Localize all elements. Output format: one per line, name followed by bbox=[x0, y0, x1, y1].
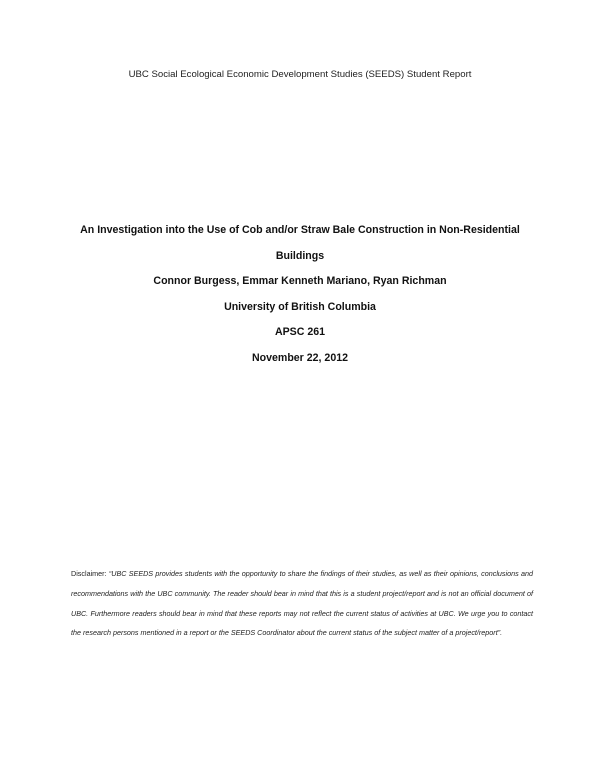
report-title-line-1: An Investigation into the Use of Cob and/or Straw Bale Construction in Non-Residential bbox=[80, 224, 520, 236]
course-code: APSC 261 bbox=[274, 326, 326, 338]
authors: Connor Burgess, Emmar Kenneth Mariano, Ryan Richman bbox=[153, 275, 447, 287]
title-block bbox=[60, 222, 540, 375]
institution: University of British Columbia bbox=[224, 300, 376, 313]
report-series-header: UBC Social Ecological Economic Development Studies (SEEDS) Student Report bbox=[128, 69, 472, 80]
report-title-line-2: Buildings bbox=[275, 249, 325, 262]
disclaimer-label: Disclaimer: bbox=[71, 569, 109, 578]
disclaimer-text: “UBC SEEDS provides students with the opportunity to share the findings of their studies, as well as their opinions, conclusions and recommendations with the UBC community. The reader should bear in mind that this is a student project/report and is not an official document of UBC. Furthermore readers should bear in mind that these reports may not reflect the current status of activities at UBC. We urge you to contact the research persons mentioned in a report or the SEEDS Coordinator about the current status of the subject matter of a project/report”. bbox=[71, 569, 533, 638]
disclaimer bbox=[71, 564, 533, 643]
report-date: November 22, 2012 bbox=[252, 351, 348, 364]
